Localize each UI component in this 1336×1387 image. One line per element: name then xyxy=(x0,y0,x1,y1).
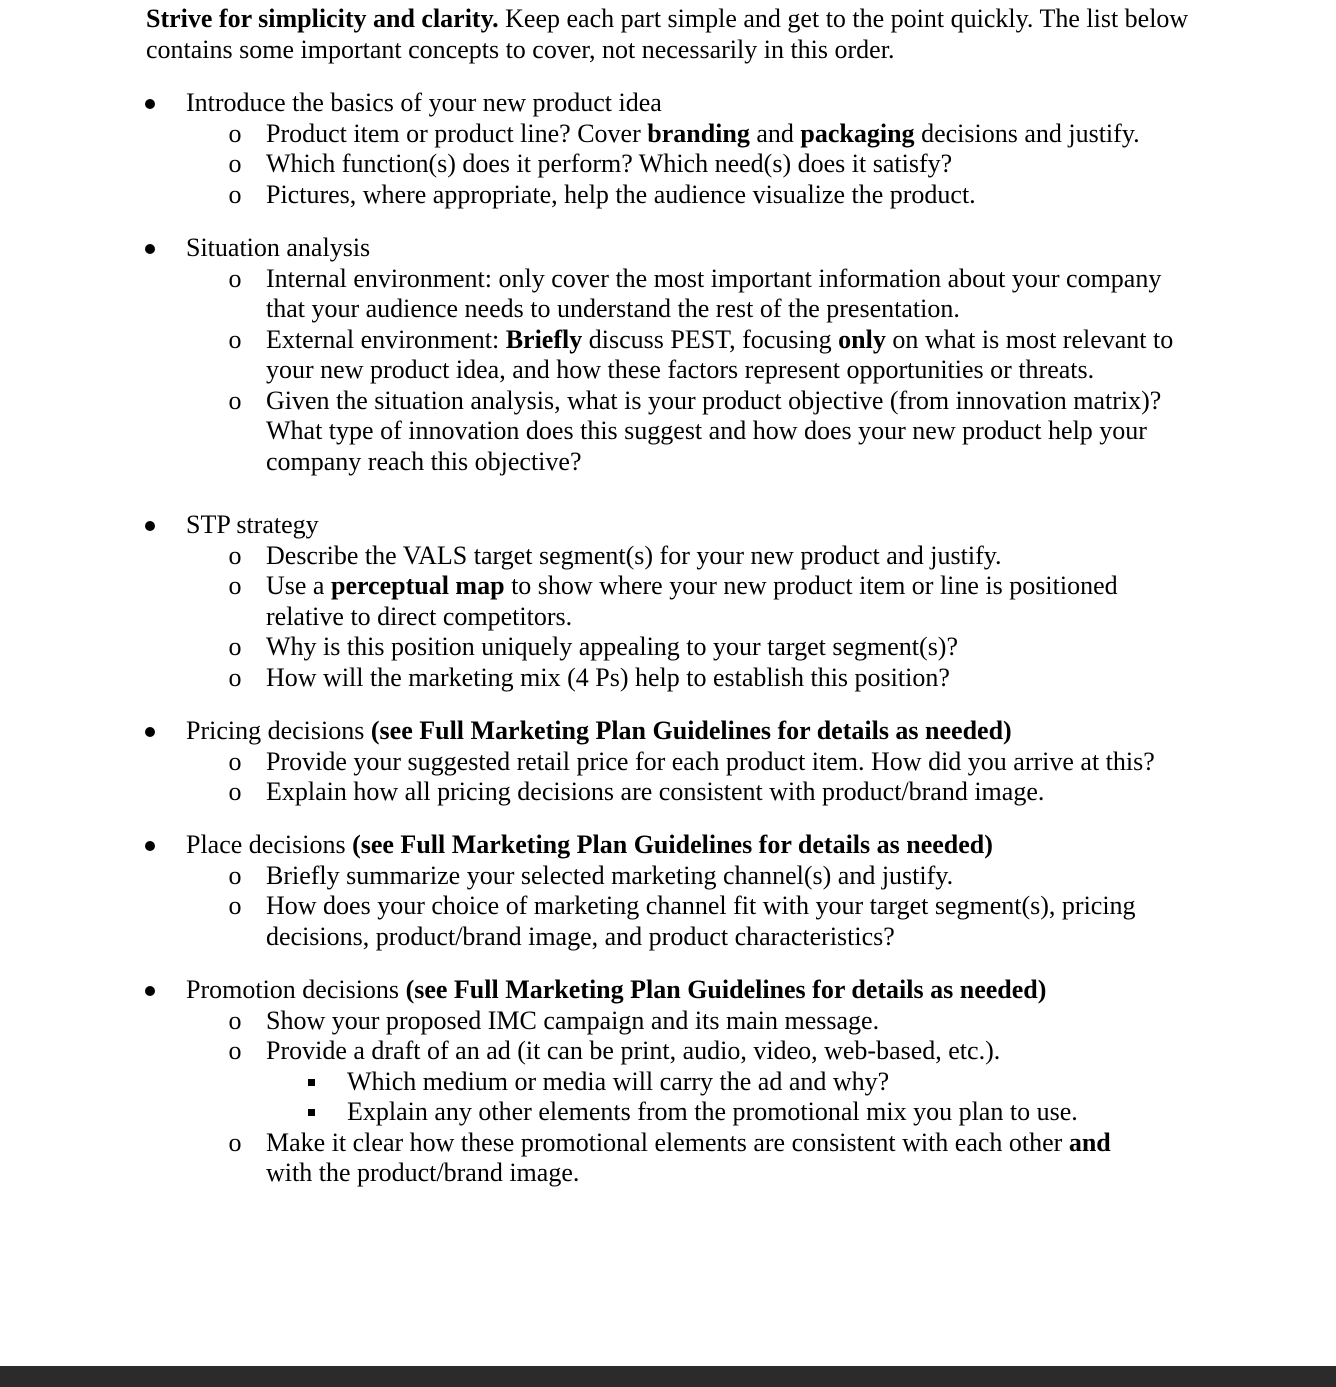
bullet-item xyxy=(0,830,1336,861)
circle-marker-icon: o xyxy=(228,1005,242,1035)
bullet-dot-icon xyxy=(145,727,155,737)
bullet-dot-icon xyxy=(145,841,155,851)
square-marker-icon xyxy=(308,1079,315,1086)
sub-item-text: Provide a draft of an ad (it can be print, audio, video, web-based, etc.). xyxy=(266,1036,1001,1065)
sub-item xyxy=(0,541,1336,572)
section-pricing-decisions xyxy=(0,716,1336,808)
sub-item-text: External environment: Briefly discuss PEST, focusing only on what is most relevant to your new product idea, and how these factors represent opportunities or threats. xyxy=(266,324,1174,384)
square-marker-icon xyxy=(308,1109,315,1116)
bullet-item xyxy=(0,510,1336,541)
sub-sub-item xyxy=(0,1067,1336,1098)
section-title: STP strategy xyxy=(186,510,319,539)
section-product-basics xyxy=(0,88,1336,210)
sub-item xyxy=(0,777,1336,808)
sub-item xyxy=(0,571,1336,632)
sub-item-text: Why is this position uniquely appealing to your target segment(s)? xyxy=(266,632,959,661)
section-title: Promotion decisions (see Full Marketing Plan Guidelines for details as needed) xyxy=(186,975,1047,1004)
bullet-item xyxy=(0,233,1336,264)
circle-marker-icon: o xyxy=(228,324,242,354)
sub-item-text: Which function(s) does it perform? Which need(s) does it satisfy? xyxy=(266,149,953,178)
sub-item xyxy=(0,1128,1336,1189)
bullet-item xyxy=(0,88,1336,119)
sub-sub-item-text: Which medium or media will carry the ad and why? xyxy=(347,1066,890,1096)
bullet-item xyxy=(0,975,1336,1006)
circle-marker-icon: o xyxy=(228,263,242,293)
sub-item-text: Briefly summarize your selected marketing channel(s) and justify. xyxy=(266,860,954,890)
bullet-item xyxy=(0,716,1336,747)
section-place-decisions xyxy=(0,830,1336,952)
circle-marker-icon: o xyxy=(228,540,242,570)
sub-item-text: Show your proposed IMC campaign and its main message. xyxy=(266,1005,880,1035)
sub-item xyxy=(0,1036,1336,1067)
section-situation-analysis xyxy=(0,233,1336,477)
sub-sub-item xyxy=(0,1097,1336,1128)
circle-marker-icon: o xyxy=(228,891,242,920)
circle-marker-icon: o xyxy=(228,385,242,415)
sub-item xyxy=(0,891,1336,952)
bullet-dot-icon xyxy=(145,244,155,254)
intro-text: Keep each part simple and get to the point quickly. The list below contains some important concepts to cover, not necessarily in this order. xyxy=(146,4,1189,64)
sub-sub-item-text: Explain any other elements from the promotional mix you plan to use. xyxy=(347,1097,1078,1126)
sub-item-text: Pictures, where appropriate, help the audience visualize the product. xyxy=(266,179,976,209)
bullet-dot-icon xyxy=(145,986,155,996)
sub-item-text: Make it clear how these promotional elements are consistent with each other and with the product/brand image. xyxy=(266,1127,1111,1187)
sub-item-text: How will the marketing mix (4 Ps) help to establish this position? xyxy=(266,662,950,692)
sub-item-text: Use a perceptual map to show where your new product item or line is positioned relative to direct competitors. xyxy=(266,571,1118,631)
sub-item-text: How does your choice of marketing channel fit with your target segment(s), pricing decisions, product/brand image, and product characteristics? xyxy=(266,891,1136,951)
sub-item xyxy=(0,264,1336,325)
intro-bold-lead: Strive for simplicity and clarity. xyxy=(146,4,499,33)
sub-item xyxy=(0,1006,1336,1037)
section-title: Introduce the basics of your new product idea xyxy=(186,88,662,117)
sub-item xyxy=(0,663,1336,694)
section-title: Place decisions (see Full Marketing Plan Guidelines for details as needed) xyxy=(186,830,993,859)
circle-marker-icon: o xyxy=(228,179,242,209)
section-stp-strategy xyxy=(0,510,1336,693)
sub-item xyxy=(0,119,1336,150)
sub-item-text: Internal environment: only cover the most important information about your company that your audience needs to understand the rest of the presentation. xyxy=(266,263,1162,323)
sub-item xyxy=(0,747,1336,778)
bullet-dot-icon xyxy=(145,521,155,531)
circle-marker-icon: o xyxy=(228,746,242,776)
circle-marker-icon: o xyxy=(228,632,242,661)
circle-marker-icon: o xyxy=(228,1127,242,1157)
sub-item-text: Provide your suggested retail price for each product item. How did you arrive at this? xyxy=(266,746,1155,776)
sub-item-text: Explain how all pricing decisions are consistent with product/brand image. xyxy=(266,777,1045,806)
circle-marker-icon: o xyxy=(228,662,242,692)
bottom-bar xyxy=(0,1366,1336,1387)
sub-item xyxy=(0,180,1336,211)
sub-item-text: Product item or product line? Cover branding and packaging decisions and justify. xyxy=(266,118,1140,148)
sub-item xyxy=(0,861,1336,892)
intro-paragraph xyxy=(146,4,1196,65)
sub-item-text: Describe the VALS target segment(s) for your new product and justify. xyxy=(266,540,1002,570)
circle-marker-icon: o xyxy=(228,777,242,806)
sub-item xyxy=(0,632,1336,663)
sub-item xyxy=(0,149,1336,180)
section-title: Situation analysis xyxy=(186,233,371,262)
circle-marker-icon: o xyxy=(228,571,242,600)
bullet-dot-icon xyxy=(145,99,155,109)
circle-marker-icon: o xyxy=(228,860,242,890)
section-promotion-decisions xyxy=(0,975,1336,1189)
sub-item xyxy=(0,325,1336,386)
circle-marker-icon: o xyxy=(228,149,242,178)
section-title: Pricing decisions (see Full Marketing Plan Guidelines for details as needed) xyxy=(186,716,1012,745)
circle-marker-icon: o xyxy=(228,1036,242,1065)
sub-item-text: Given the situation analysis, what is your product objective (from innovation matrix)? What type of innovation does this suggest and how does your new product help your company reach this objective? xyxy=(266,385,1162,476)
circle-marker-icon: o xyxy=(228,118,242,148)
sub-item xyxy=(0,386,1336,478)
